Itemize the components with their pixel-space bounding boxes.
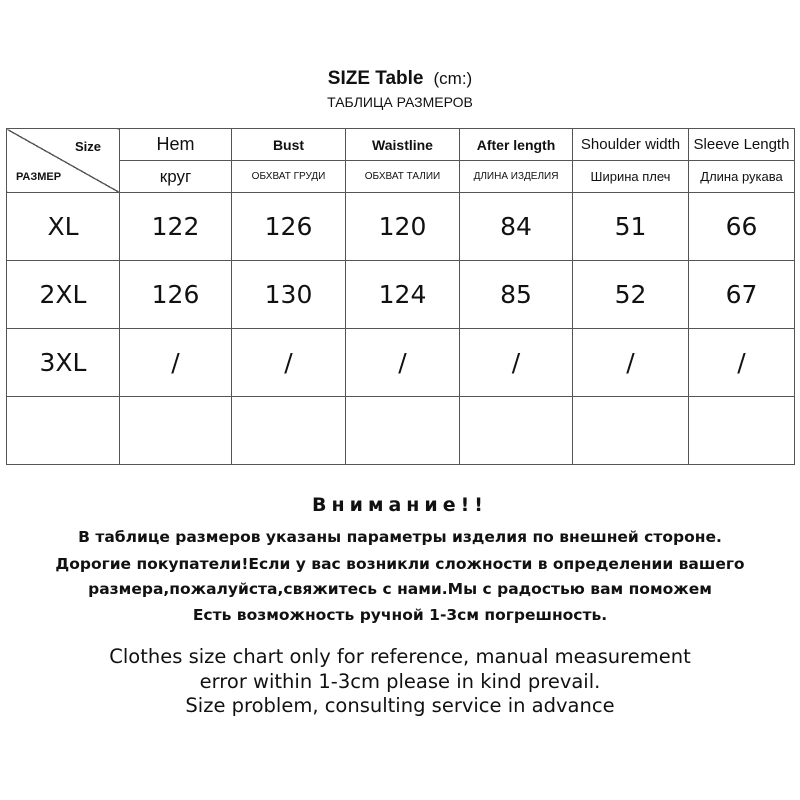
column-header-sleeve-length: Sleeve Length xyxy=(689,129,795,161)
value-cell: 120 xyxy=(346,193,460,261)
value-cell: 122 xyxy=(120,193,232,261)
notice-ru-line: размера,пожалуйста,свяжитесь с нами.Мы с радостью вам поможем xyxy=(88,580,712,598)
value-cell xyxy=(120,397,232,465)
value-cell: 130 xyxy=(232,261,346,329)
size-cell: XL xyxy=(7,193,120,261)
size-cell xyxy=(7,397,120,465)
chart-title: SIZE Table xyxy=(327,68,424,89)
column-subheader-after-length: ДЛИНА ИЗДЕЛИЯ xyxy=(460,161,573,193)
chart-title-row xyxy=(0,68,800,90)
value-cell: 51 xyxy=(573,193,689,261)
value-cell: / xyxy=(573,329,689,397)
column-header-after-length: After length xyxy=(460,129,573,161)
size-table xyxy=(6,128,795,465)
header-row-ru xyxy=(7,161,795,193)
value-cell: 52 xyxy=(573,261,689,329)
value-cell: / xyxy=(689,329,795,397)
value-cell: / xyxy=(232,329,346,397)
column-header-bust: Bust xyxy=(232,129,346,161)
chart-subtitle: ТАБЛИЦА РАЗМЕРОВ xyxy=(327,94,473,110)
table-row xyxy=(7,261,795,329)
value-cell: 66 xyxy=(689,193,795,261)
value-cell: 84 xyxy=(460,193,573,261)
value-cell: / xyxy=(460,329,573,397)
notice-ru-line: Дорогие покупатели!Если у вас возникли сложности в определении вашего xyxy=(55,555,745,573)
value-cell: 126 xyxy=(120,261,232,329)
column-subheader-hem: круг xyxy=(120,161,232,193)
corner-size-label: Size xyxy=(74,139,101,154)
table-row xyxy=(7,329,795,397)
value-cell: / xyxy=(120,329,232,397)
table-row-empty xyxy=(7,397,795,465)
value-cell xyxy=(689,397,795,465)
corner-razmer-label: РАЗМЕР xyxy=(16,171,62,183)
value-cell xyxy=(573,397,689,465)
notice-ru-line: Есть возможность ручной 1-3см погрешность. xyxy=(192,606,608,624)
column-subheader-waistline: ОБХВАТ ТАЛИИ xyxy=(346,161,460,193)
notice-en-line: Clothes size chart only for reference, manual measurement xyxy=(109,645,691,668)
column-subheader-shoulder-width: Ширина плеч xyxy=(573,161,689,193)
value-cell: 85 xyxy=(460,261,573,329)
value-cell xyxy=(346,397,460,465)
column-header-waistline: Waistline xyxy=(346,129,460,161)
notice-title: Внимание!! xyxy=(312,494,488,516)
column-header-shoulder-width: Shoulder width xyxy=(573,129,689,161)
value-cell: / xyxy=(346,329,460,397)
column-subheader-bust: ОБХВАТ ГРУДИ xyxy=(232,161,346,193)
notice-en-line: error within 1-3cm please in kind prevail. xyxy=(199,670,601,693)
unit-label: (cm:) xyxy=(433,69,473,88)
size-cell: 2XL xyxy=(7,261,120,329)
notice-en-line: Size problem, consulting service in advance xyxy=(185,694,615,717)
value-cell: 124 xyxy=(346,261,460,329)
corner-cell xyxy=(7,129,120,193)
column-header-hem: Hem xyxy=(120,129,232,161)
value-cell xyxy=(232,397,346,465)
column-subheader-sleeve-length: Длина рукава xyxy=(689,161,795,193)
value-cell: 67 xyxy=(689,261,795,329)
notice-ru-line: В таблице размеров указаны параметры изделия по внешней стороне. xyxy=(78,528,722,546)
size-cell: 3XL xyxy=(7,329,120,397)
header-row-en xyxy=(7,129,795,161)
table-row xyxy=(7,193,795,261)
value-cell xyxy=(460,397,573,465)
value-cell: 126 xyxy=(232,193,346,261)
